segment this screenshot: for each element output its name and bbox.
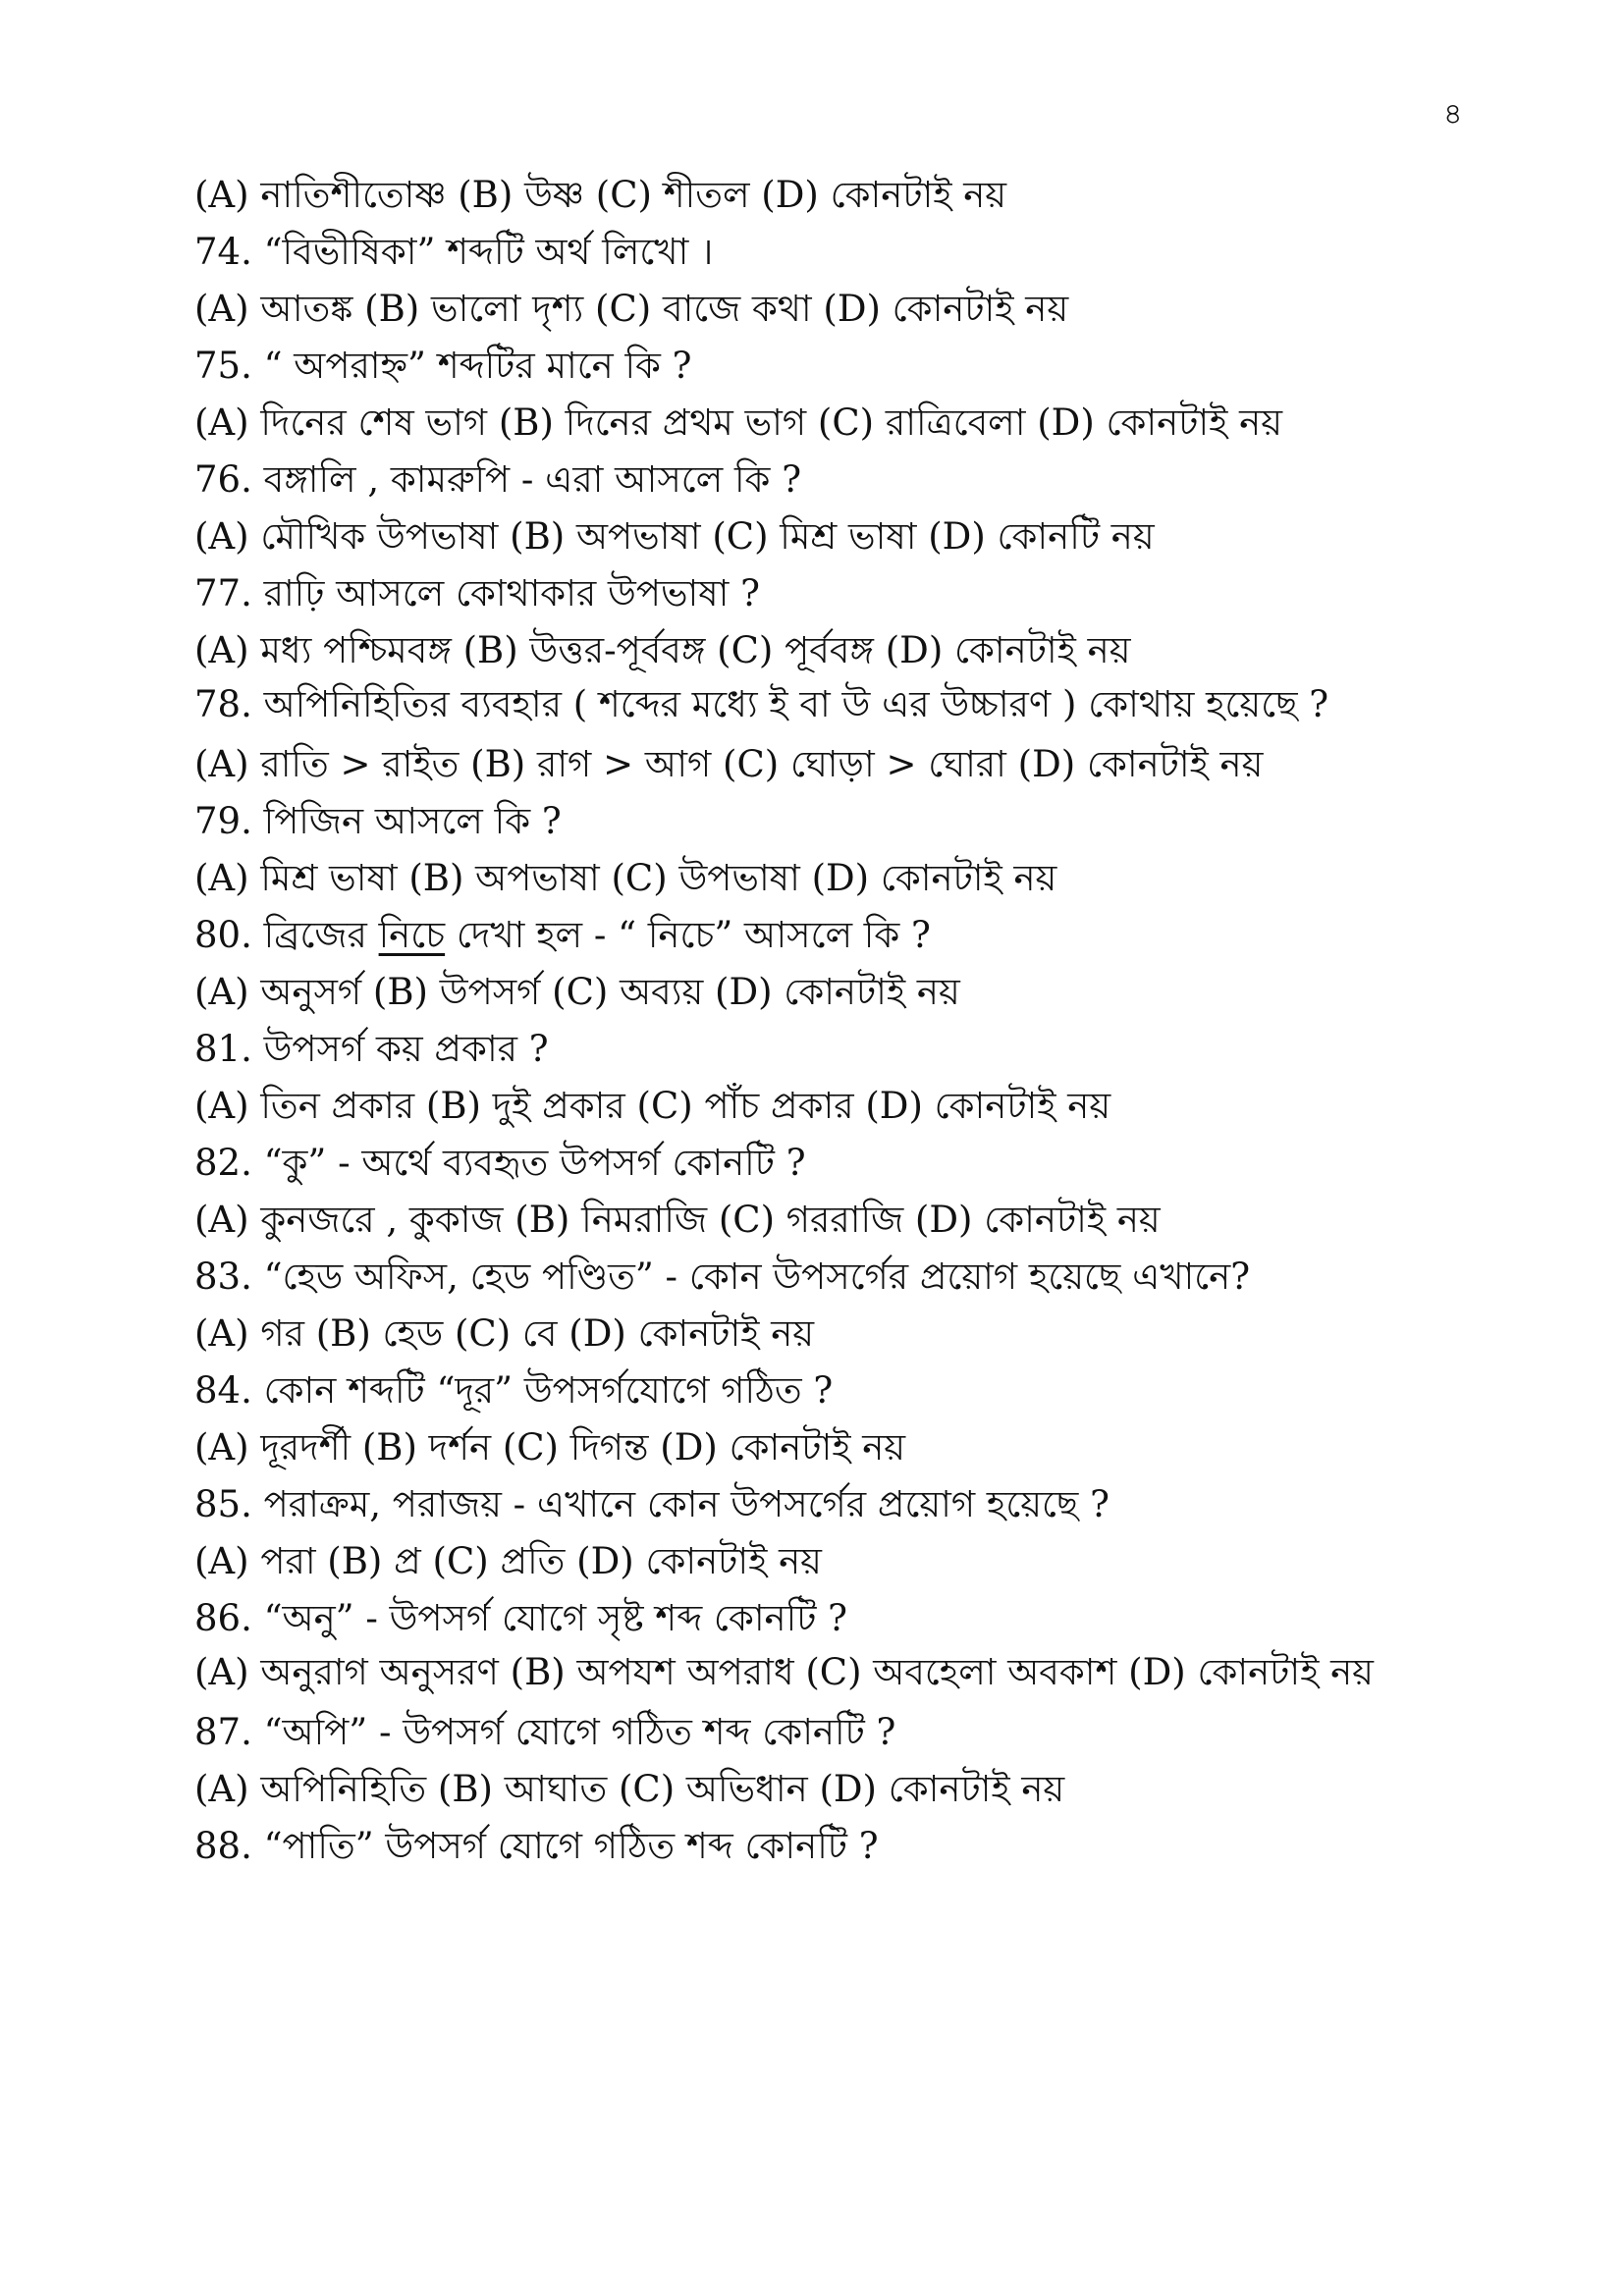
question-text: 80. ব্রিজের bbox=[194, 914, 379, 956]
option-line: (A) রাতি > রাইত (B) রাগ > আগ (C) ঘোড়া > ঘোরা (D) কোনটাই নয় bbox=[194, 743, 1264, 785]
question-line: 83. “হেড অফিস, হেড পণ্ডিত” - কোন উপসর্গের প্রয়োগ হয়েছে এখানে? bbox=[194, 1255, 1251, 1298]
question-list bbox=[194, 167, 1481, 1875]
question-line: 84. কোন শব্দটি “দূর” উপসর্গযোগে গঠিত ? bbox=[194, 1369, 834, 1412]
option-line: (A) দূরদর্শী (B) দর্শন (C) দিগন্ত (D) কোনটাই নয় bbox=[194, 1426, 906, 1468]
option-line: (A) নাতিশীতোষ্ণ (B) উষ্ণ (C) শীতল (D) কোনটাই নয় bbox=[194, 174, 1007, 216]
option-line: (A) তিন প্রকার (B) দুই প্রকার (C) পাঁচ প্রকার (D) কোনটাই নয় bbox=[194, 1085, 1111, 1127]
option-line: (A) গর (B) হেড (C) বে (D) কোনটাই নয় bbox=[194, 1312, 815, 1355]
option-line: (A) অনুরাগ অনুসরণ (B) অপযশ অপরাধ (C) অবহেলা অবকাশ (D) কোনটাই নয় bbox=[194, 1651, 1374, 1693]
option-line: (A) মিশ্র ভাষা (B) অপভাষা (C) উপভাষা (D) কোনটাই নয় bbox=[194, 857, 1057, 899]
option-line: (A) দিনের শেষ ভাগ (B) দিনের প্রথম ভাগ (C) রাত্রিবেলা (D) কোনটাই নয় bbox=[194, 401, 1283, 444]
question-line: 74. “বিভীষিকা” শব্দটি অর্থ লিখো । bbox=[194, 231, 714, 273]
option-line: (A) অনুসর্গ (B) উপসর্গ (C) অব্যয় (D) কোনটাই নয় bbox=[194, 971, 960, 1013]
option-line: (A) অপিনিহিতি (B) আঘাত (C) অভিধান (D) কোনটাই নয় bbox=[194, 1768, 1065, 1810]
question-line: 81. উপসর্গ কয় প্রকার ? bbox=[194, 1028, 549, 1070]
question-line: 78. অপিনিহিতির ব্যবহার ( শব্দের মধ্যে ই বা উ এর উচ্চারণ ) কোথায় হয়েছে ? bbox=[194, 683, 1329, 725]
question-line bbox=[194, 907, 1481, 964]
question-line: 82. “কু” - অর্থে ব্যবহৃত উপসর্গ কোনটি ? bbox=[194, 1142, 806, 1184]
question-line: 75. “ অপরাহ্ন” শব্দটির মানে কি ? bbox=[194, 345, 692, 387]
question-line: 87. “অপি” - উপসর্গ যোগে গঠিত শব্দ কোনটি ? bbox=[194, 1711, 896, 1753]
option-line: (A) মধ্য পশ্চিমবঙ্গ (B) উত্তর-পূর্ববঙ্গ (C) পূর্ববঙ্গ (D) কোনটাই নয় bbox=[194, 629, 1131, 671]
question-line: 77. রাঢ়ি আসলে কোথাকার উপভাষা ? bbox=[194, 572, 761, 614]
option-line: (A) মৌখিক উপভাষা (B) অপভাষা (C) মিশ্র ভাষা (D) কোনটি নয় bbox=[194, 515, 1155, 558]
question-line: 79. পিজিন আসলে কি ? bbox=[194, 800, 562, 842]
option-line: (A) আতঙ্ক (B) ভালো দৃশ্য (C) বাজে কথা (D) কোনটাই নয় bbox=[194, 288, 1069, 330]
question-text: দেখা হল - “ নিচে” আসলে কি ? bbox=[445, 914, 931, 956]
question-line: 85. পরাক্রম, পরাজয় - এখানে কোন উপসর্গের প্রয়োগ হয়েছে ? bbox=[194, 1483, 1110, 1525]
question-line: 76. বঙ্গালি , কামরুপি - এরা আসলে কি ? bbox=[194, 458, 802, 501]
question-line: 86. “অনু” - উপসর্গ যোগে সৃষ্ট শব্দ কোনটি ? bbox=[194, 1597, 847, 1639]
question-line: 88. “পাতি” উপসর্গ যোগে গঠিত শব্দ কোনটি ? bbox=[194, 1825, 879, 1867]
option-line: (A) কুনজরে , কুকাজ (B) নিমরাজি (C) গররাজি (D) কোনটাই নয় bbox=[194, 1199, 1161, 1241]
option-line: (A) পরা (B) প্র (C) প্রতি (D) কোনটাই নয় bbox=[194, 1540, 822, 1582]
underlined-word: নিচে bbox=[378, 914, 446, 956]
page-number: ৪ bbox=[1443, 97, 1463, 132]
